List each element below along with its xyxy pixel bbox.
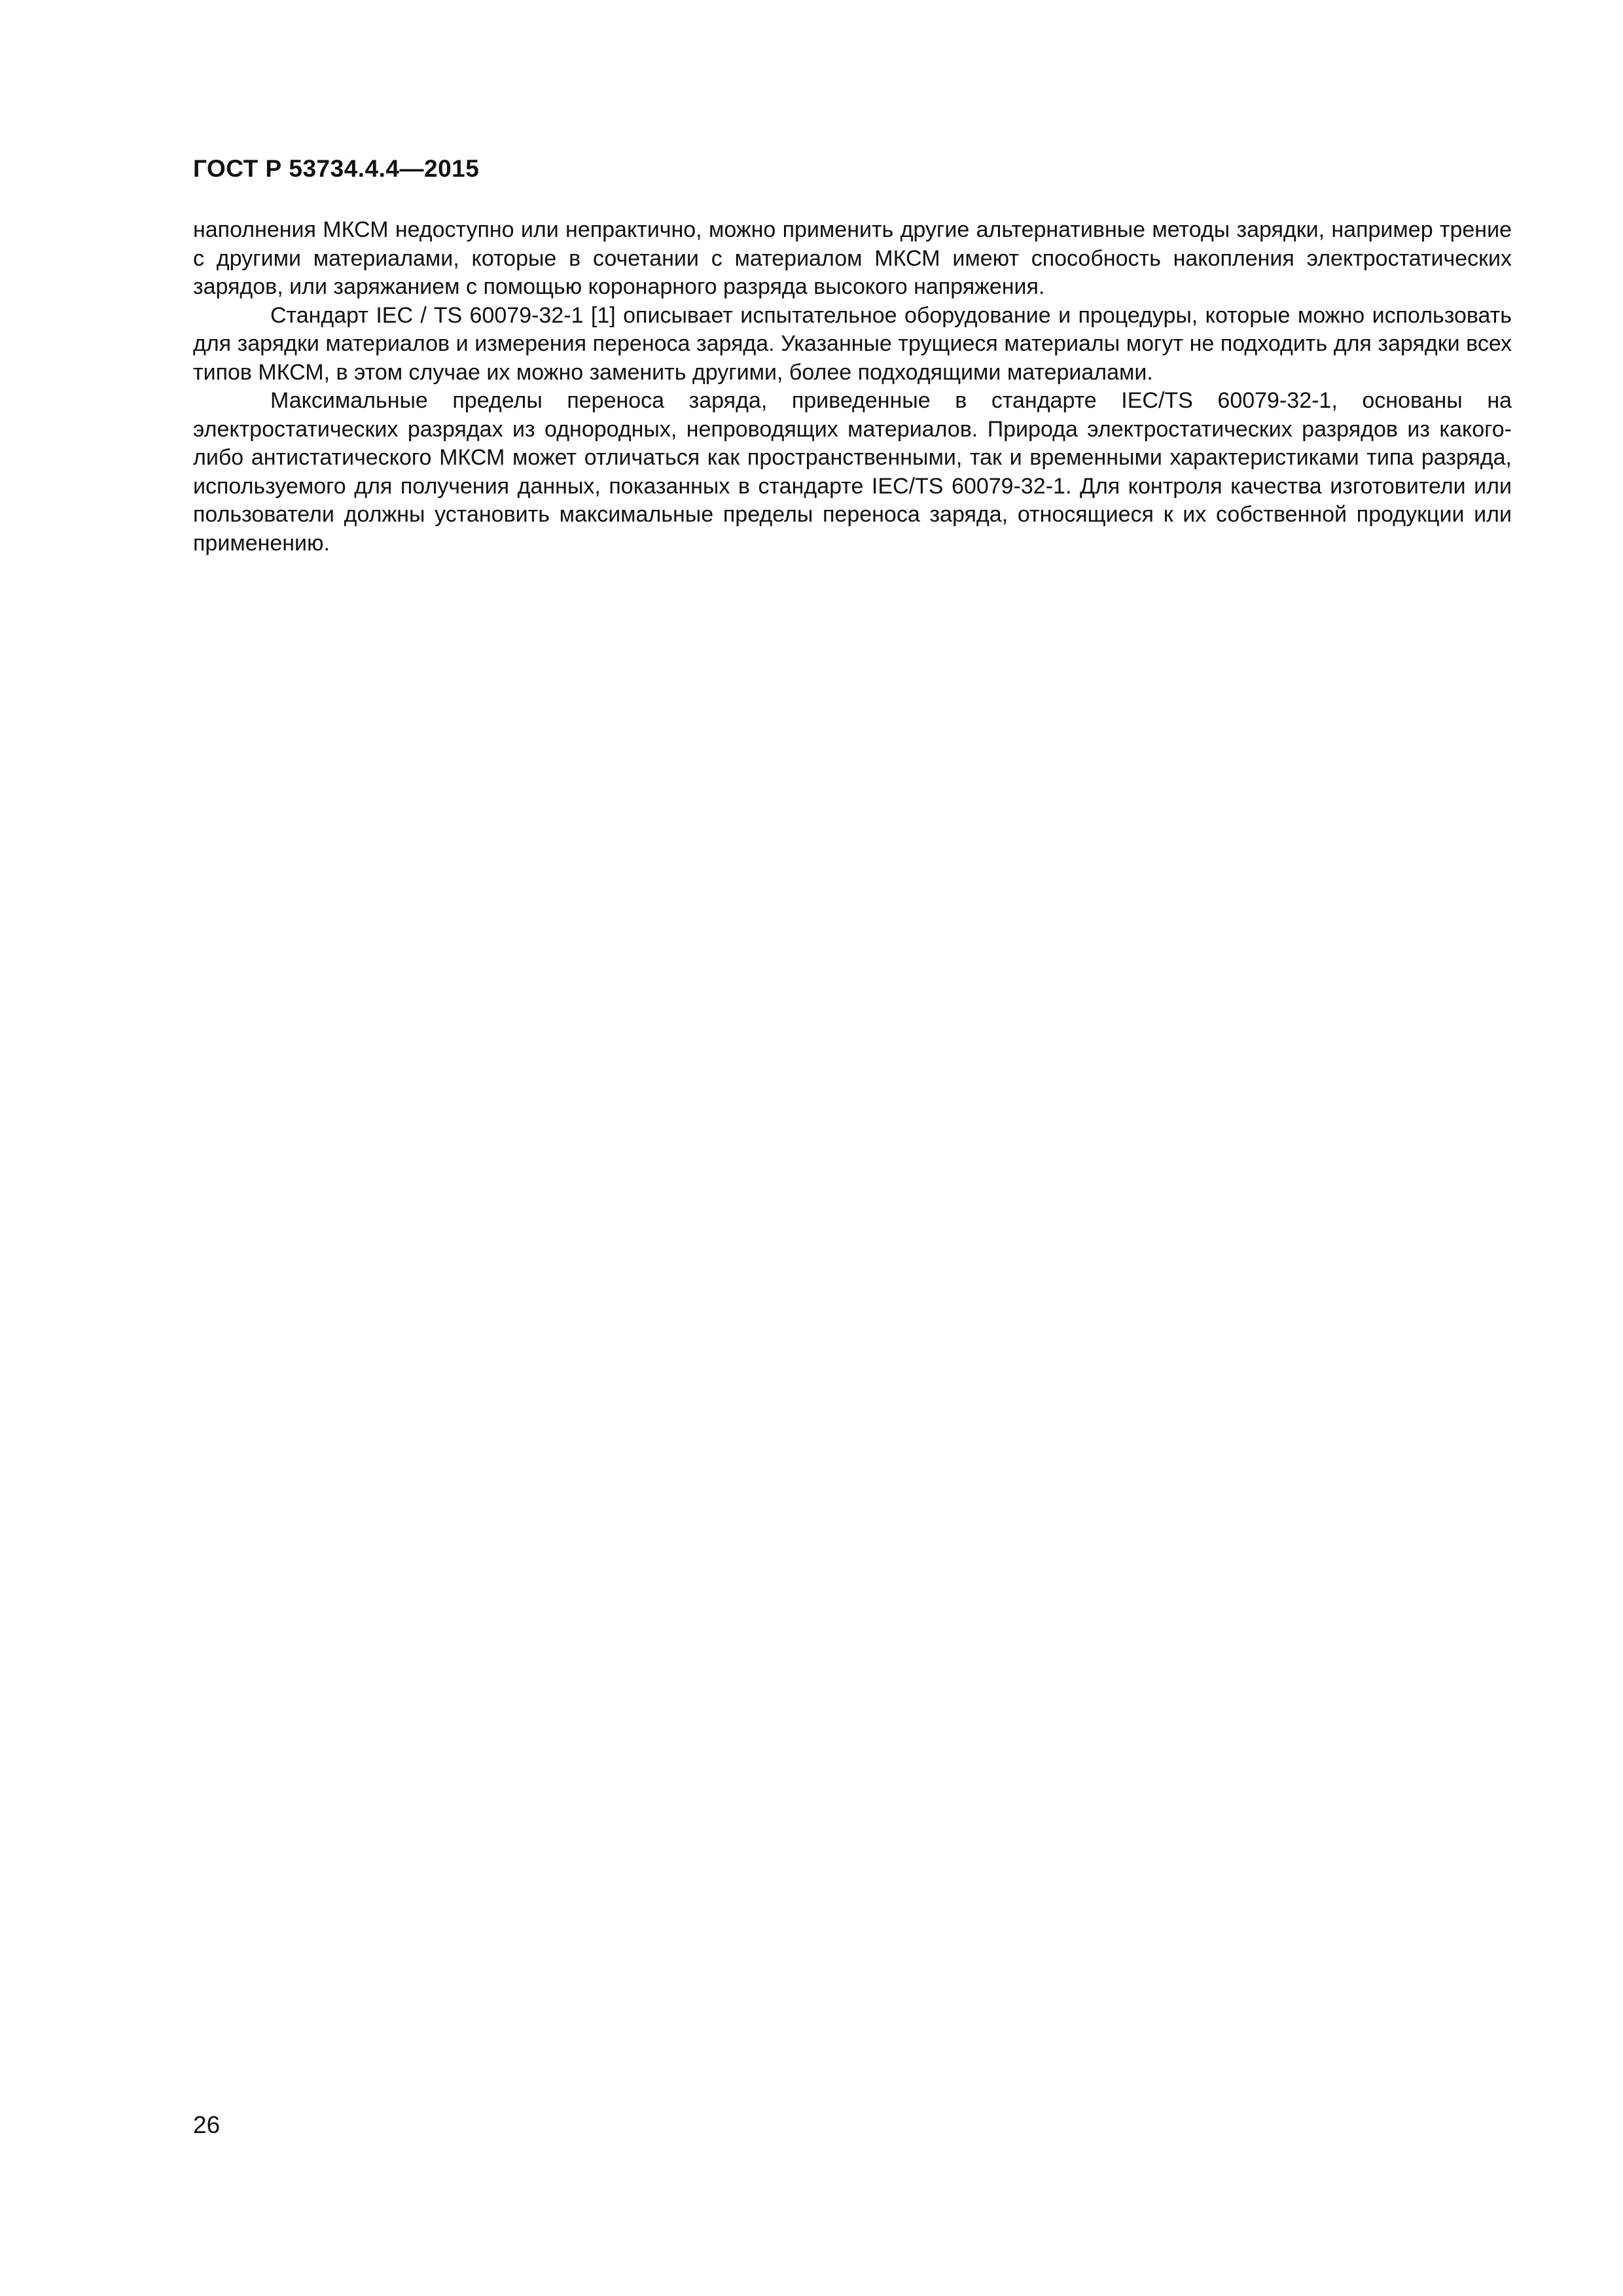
paragraph-charge-transfer-limits: Максимальные пределы переноса заряда, приведенные в стандарте IEC/TS 60079-32-1, основаны на электростатических разрядах из однородных, непроводящих материалов. Природа электростатических разрядов из какого-либо антистатического МКСМ может отличаться как пространственными, так и временными характеристиками типа разряда, используемого для получения данных, показанных в стандарте IEC/TS 60079-32-1. Для контроля качества изготовители или пользователи должны установить максимальные пределы переноса заряда, относящиеся к их собственной продукции или применению. [193,388,1512,556]
standard-designation: ГОСТ Р 53734.4.4—2015 [193,155,480,182]
page-number: 26 [193,2111,221,2138]
paragraph-test-equipment: Стандарт IEC / TS 60079-32-1 [1] описывает испытательное оборудование и процедуры, которые можно использовать для зарядки материалов и измерения переноса заряда. Указанные трущиеся материалы могут не подходить для зарядки всех типов МКСМ, в этом случае их можно заменить другими, более подходящими материалами. [193,302,1512,385]
body-text [193,216,1512,558]
paragraph-continuation: наполнения МКСМ недоступно или непрактично, можно применить другие альтернативные методы зарядки, например трение с другими материалами, которые в сочетании с материалом МКСМ имеют способность накопления электростатических зарядов, или заряжанием с помощью коронарного разряда высокого напряжения. [193,217,1512,299]
